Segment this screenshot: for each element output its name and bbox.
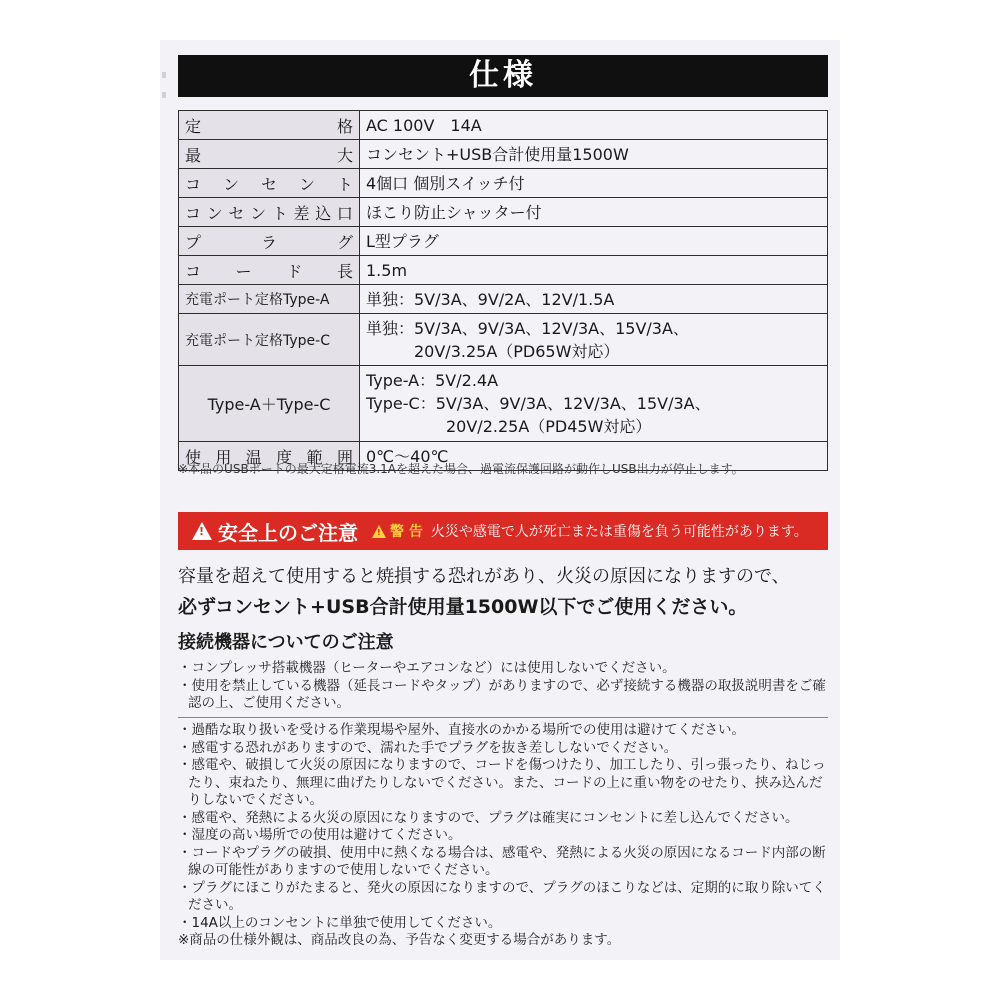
spec-label: コ ン セ ン ト 差 込 口 <box>185 203 353 223</box>
spec-label: Type-A＋Type-C <box>179 366 360 442</box>
safety-banner <box>178 512 828 550</box>
spec-row-type-c <box>179 314 828 366</box>
spec-label: 充電ポート定格Type-C <box>179 314 360 366</box>
capacity-caution: 容量を超えて使用すると焼損する恐れがあり、火災の原因になりますので、 <box>178 566 790 587</box>
list-item: ・プラグにほこりがたまると、発火の原因になりますので、プラグのほこりなどは、定期的に取り除いてください。 <box>178 879 826 913</box>
spec-footnote: ※本品のUSBポートの最大定格電流3.1Aを超えた場合、過電流保護回路が動作しUSB出力が停止します。 <box>178 462 744 476</box>
list-item: ・過酷な取り扱いを受ける作業現場や屋外、直接水のかかる場所での使用は避けてください。 <box>178 722 745 738</box>
spec-row-type-a <box>179 285 828 314</box>
spec-value-line: 20V/2.25A（PD45W対応） <box>446 417 652 436</box>
safety-title: 安全上のご注意 <box>218 520 358 545</box>
spec-title: 仕様 <box>178 55 828 97</box>
spec-value-line: Type-C：5V/3A、9V/3A、12V/3A、15V/3A、 <box>366 394 711 413</box>
spec-value-line: 20V/3.25A（PD65W対応） <box>414 341 620 361</box>
spec-row-outlet <box>179 169 828 198</box>
spec-row-outlet-slot <box>179 198 828 227</box>
connected-devices-list <box>178 660 828 718</box>
spec-label: コ ー ド 長 <box>185 261 353 281</box>
spec-label: コ ン セ ン ト <box>185 174 353 194</box>
warning-word: 警 告 <box>390 524 423 540</box>
general-caution-list <box>178 722 828 950</box>
spec-label: 充電ポート定格Type-A <box>179 285 360 314</box>
spec-value: 4個口 個別スイッチ付 <box>360 169 828 198</box>
spec-row-rating <box>179 111 828 140</box>
spec-row-max <box>179 140 828 169</box>
list-item: ・使用を禁止している機器（延長コードやタップ）がありますので、必ず接続する機器の取扱説明書をご確認の上、ご使用ください。 <box>178 677 826 711</box>
spec-value-line: Type-A：5V/2.4A <box>366 371 499 390</box>
warning-triangle-icon <box>192 522 212 540</box>
spec-table <box>178 110 828 471</box>
list-item: ※商品の仕様外観は、商品改良の為、予告なく変更する場合があります。 <box>178 932 621 948</box>
list-item: ・コードやプラグの破損、使用中に熱くなる場合は、感電や、発熱による火災の原因になるコード内部の断線の可能性がありますので使用しないでください。 <box>178 844 826 878</box>
spec-label: 最 大 <box>185 145 353 165</box>
spec-row-plug <box>179 227 828 256</box>
spec-value: L型プラグ <box>360 227 828 256</box>
list-item: ・コンプレッサ搭載機器（ヒーターやエアコンなど）には使用しないでください。 <box>178 660 676 676</box>
capacity-limit: 必ずコンセント+USB合計使用量1500W以下でご使用ください。 <box>178 596 748 618</box>
list-item: ・感電する恐れがありますので、濡れた手でプラグを抜き差ししないでください。 <box>178 739 678 756</box>
edge-mark <box>162 92 166 98</box>
spec-label: 使 用 温 度 範 囲 <box>185 447 353 467</box>
list-item: ・感電や、発熱による火災の原因になりますので、プラグは確実にコンセントに差し込んでください。 <box>178 809 799 826</box>
spec-value: ほこり防止シャッター付 <box>360 198 828 227</box>
spec-value: 1.5m <box>360 256 828 285</box>
edge-mark <box>162 72 166 78</box>
spec-row-type-a-c <box>179 366 828 442</box>
spec-row-cord-length <box>179 256 828 285</box>
warning-small-icon <box>372 525 386 538</box>
spec-label: プ ラ グ <box>185 232 353 252</box>
spec-value-line: 単独：5V/3A、9V/3A、12V/3A、15V/3A、 <box>366 318 689 338</box>
spec-value: 単独：5V/3A、9V/2A、12V/1.5A <box>360 285 828 314</box>
list-item: ・14A以上のコンセントに単独で使用してください。 <box>178 914 502 931</box>
list-item: ・感電や、破損して火災の原因になりますので、コードを傷つけたり、加工したり、引っ張ったり、ねじったり、束ねたり、無理に曲げたりしないでください。また、コードの上に重い物をのせたり、挟み込んだりしないでください。 <box>178 757 826 808</box>
spec-label: 定 格 <box>185 116 353 136</box>
list-item: ・湿度の高い場所での使用は避けてください。 <box>178 827 462 843</box>
connected-devices-title: 接続機器についてのご注意 <box>178 632 394 653</box>
spec-value: 0℃～40℃ <box>360 442 828 471</box>
warning-text: 火災や感電で人が死亡または重傷を負う可能性があります。 <box>430 524 808 540</box>
spec-value: コンセント+USB合計使用量1500W <box>360 140 828 169</box>
spec-value: AC 100V 14A <box>360 111 828 140</box>
